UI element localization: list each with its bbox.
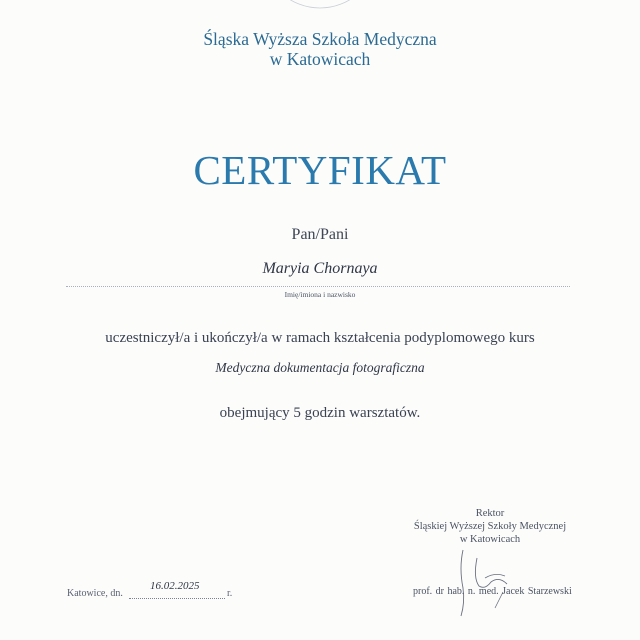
school-name: Śląska Wyższa Szkoła Medyczna <box>203 29 437 49</box>
signer-name: prof. dr hab. n. med. Jacek Starzewski <box>413 586 572 597</box>
school-city: w Katowicach <box>269 49 371 69</box>
name-caption: Imię/imiona i nazwisko <box>284 290 356 299</box>
seal-icon <box>250 0 390 10</box>
place-label: Katowice, dn. <box>67 588 123 599</box>
seal-stamp <box>250 0 390 10</box>
date-suffix: r. <box>227 588 233 599</box>
rector-institution: Śląskiej Wyższej Szkoły Medycznej <box>413 521 567 532</box>
date-dotted-line <box>129 598 225 599</box>
rector-block <box>400 507 580 546</box>
course-hours: obejmujący 5 godzin warsztatów. <box>219 405 421 421</box>
certificate-title: CERTYFIKAT <box>193 147 447 193</box>
salutation: Pan/Pani <box>291 226 349 243</box>
name-dotted-line <box>66 286 570 287</box>
rector-title: Rektor <box>475 508 505 519</box>
signature-icon <box>455 548 535 618</box>
rector-city: w Katowicach <box>459 534 521 545</box>
issue-date: 16.02.2025 <box>150 580 200 592</box>
recipient-name: Maryia Chornaya <box>262 260 378 277</box>
course-name: Medyczna dokumentacja fotograficzna <box>215 360 425 375</box>
completion-statement: uczestniczył/a i ukończył/a w ramach kształcenia podyplomowego kurs <box>105 330 535 346</box>
